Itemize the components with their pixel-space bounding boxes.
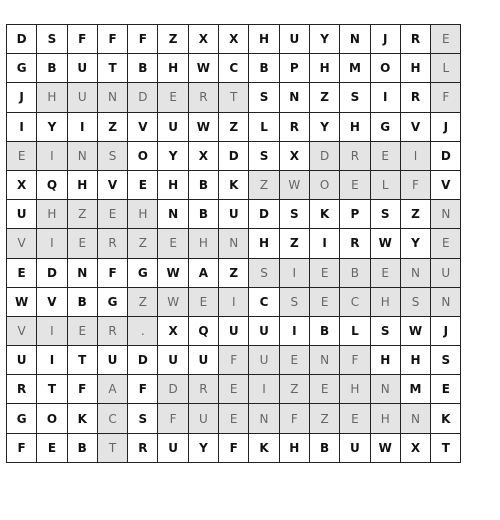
grid-cell[interactable]: E [219,404,249,433]
grid-cell[interactable]: Z [128,229,158,258]
grid-cell[interactable]: X [188,25,218,54]
grid-cell[interactable]: P [340,200,370,229]
grid-cell[interactable]: D [128,346,158,375]
grid-cell[interactable]: I [67,112,97,141]
grid-cell[interactable]: Z [97,112,127,141]
grid-cell[interactable]: U [219,316,249,345]
grid-cell[interactable]: U [249,346,279,375]
grid-cell[interactable]: E [431,25,461,54]
grid-cell[interactable]: T [37,375,67,404]
grid-cell[interactable]: R [340,229,370,258]
grid-cell[interactable]: V [7,316,37,345]
grid-cell[interactable]: S [370,200,400,229]
grid-cell[interactable]: S [249,258,279,287]
grid-cell[interactable]: J [7,83,37,112]
grid-cell[interactable]: H [158,170,188,199]
grid-cell[interactable]: A [188,258,218,287]
grid-cell[interactable]: E [188,287,218,316]
grid-cell[interactable]: T [67,346,97,375]
grid-cell[interactable]: H [400,346,430,375]
grid-cell[interactable]: X [400,433,430,462]
grid-cell[interactable]: H [340,375,370,404]
grid-row [7,25,461,54]
grid-cell[interactable]: U [158,433,188,462]
grid-cell[interactable]: O [370,54,400,83]
grid-cell[interactable]: N [400,258,430,287]
grid-cell[interactable]: B [340,258,370,287]
grid-cell[interactable]: F [279,404,309,433]
grid-cell[interactable]: H [37,83,67,112]
grid-cell[interactable]: S [340,83,370,112]
grid-row [7,287,461,316]
grid-cell[interactable]: E [219,375,249,404]
grid-cell[interactable]: E [67,229,97,258]
grid-cell[interactable]: S [370,316,400,345]
grid-cell[interactable]: N [219,229,249,258]
grid-cell[interactable]: E [309,287,339,316]
grid-cell[interactable]: V [37,287,67,316]
grid-cell[interactable]: K [67,404,97,433]
word-search-grid [6,24,461,463]
grid-cell[interactable]: R [97,316,127,345]
grid-cell[interactable]: D [158,375,188,404]
grid-cell[interactable]: R [279,112,309,141]
grid-cell[interactable]: B [309,316,339,345]
grid-cell[interactable]: N [249,404,279,433]
grid-cell[interactable]: B [37,54,67,83]
grid-cell[interactable]: Z [279,229,309,258]
grid-row [7,54,461,83]
grid-cell[interactable]: H [249,25,279,54]
grid-cell[interactable]: I [37,316,67,345]
grid-cell[interactable]: R [400,83,430,112]
grid-cell[interactable]: L [340,316,370,345]
grid-cell[interactable]: U [158,112,188,141]
grid-cell[interactable]: T [97,433,127,462]
grid-cell[interactable]: R [340,141,370,170]
grid-cell[interactable]: S [400,287,430,316]
grid-row [7,375,461,404]
grid-cell[interactable]: U [7,200,37,229]
grid-cell[interactable]: U [7,346,37,375]
grid-cell[interactable]: S [279,287,309,316]
grid-cell[interactable]: E [97,200,127,229]
grid-cell[interactable]: Q [188,316,218,345]
grid-row [7,141,461,170]
grid-cell[interactable]: E [7,258,37,287]
grid-cell[interactable]: B [67,433,97,462]
grid-row [7,433,461,462]
grid-cell[interactable]: X [158,316,188,345]
grid-cell[interactable]: F [219,346,249,375]
grid-cell[interactable]: N [309,346,339,375]
grid-cell[interactable]: U [67,54,97,83]
grid-cell[interactable]: T [431,433,461,462]
grid-cell[interactable]: O [128,141,158,170]
grid-cell[interactable]: F [97,258,127,287]
grid-cell[interactable]: W [370,433,400,462]
grid-cell[interactable]: M [340,54,370,83]
grid-cell[interactable]: H [400,54,430,83]
grid-cell[interactable]: F [340,346,370,375]
grid-cell[interactable]: U [340,433,370,462]
grid-cell[interactable]: L [431,54,461,83]
grid-cell[interactable]: B [309,433,339,462]
grid-cell[interactable]: E [158,229,188,258]
grid-cell[interactable]: V [97,170,127,199]
grid-cell[interactable]: I [219,287,249,316]
grid-cell[interactable]: G [97,287,127,316]
grid-cell[interactable]: E [340,404,370,433]
grid-cell[interactable]: C [219,54,249,83]
grid-cell[interactable]: S [279,200,309,229]
grid-cell[interactable]: Y [188,433,218,462]
grid-cell[interactable]: R [7,375,37,404]
grid-cell[interactable]: R [128,433,158,462]
grid-cell[interactable]: V [7,229,37,258]
grid-cell[interactable]: S [37,25,67,54]
grid-cell[interactable]: H [370,404,400,433]
grid-cell[interactable]: K [219,170,249,199]
grid-cell[interactable]: B [188,170,218,199]
grid-cell[interactable]: F [67,375,97,404]
grid-cell[interactable]: W [158,287,188,316]
grid-cell[interactable]: B [67,287,97,316]
grid-cell[interactable]: U [158,346,188,375]
grid-cell[interactable]: R [97,229,127,258]
grid-cell[interactable]: C [249,287,279,316]
grid-row [7,316,461,345]
grid-cell[interactable]: S [249,141,279,170]
grid-cell[interactable]: E [309,258,339,287]
grid-cell[interactable]: F [7,433,37,462]
grid-cell[interactable]: E [431,229,461,258]
grid-cell[interactable]: I [37,141,67,170]
grid-cell[interactable]: E [370,141,400,170]
grid-cell[interactable]: E [340,170,370,199]
grid-cell[interactable]: U [249,316,279,345]
grid-cell[interactable]: F [128,375,158,404]
grid-cell[interactable]: H [279,433,309,462]
grid-row [7,404,461,433]
grid-cell[interactable]: E [431,375,461,404]
grid-cell[interactable]: F [158,404,188,433]
grid-cell[interactable]: H [340,112,370,141]
grid-cell[interactable]: A [97,375,127,404]
grid-cell[interactable]: N [400,404,430,433]
grid-cell[interactable]: I [370,83,400,112]
grid-cell[interactable]: F [97,25,127,54]
grid-cell[interactable]: Y [158,141,188,170]
grid-cell[interactable]: Y [309,25,339,54]
grid-cell[interactable]: J [431,112,461,141]
grid-cell[interactable]: W [400,316,430,345]
grid-cell[interactable]: O [37,404,67,433]
grid-cell[interactable]: H [158,54,188,83]
grid-cell[interactable]: L [249,112,279,141]
grid-cell[interactable]: C [340,287,370,316]
grid-cell[interactable]: U [431,258,461,287]
grid-cell[interactable]: U [67,83,97,112]
grid-cell[interactable]: L [370,170,400,199]
grid-cell[interactable]: V [431,170,461,199]
grid-cell[interactable]: H [128,200,158,229]
grid-cell[interactable]: Z [219,258,249,287]
grid-cell[interactable]: Y [309,112,339,141]
grid-cell[interactable]: W [158,258,188,287]
grid-row [7,170,461,199]
grid-row [7,229,461,258]
grid-cell[interactable]: E [37,433,67,462]
grid-cell[interactable]: U [279,25,309,54]
grid-cell[interactable]: Z [249,170,279,199]
grid-cell[interactable]: F [67,25,97,54]
grid-cell[interactable]: V [128,112,158,141]
grid-cell[interactable]: D [219,141,249,170]
grid-cell[interactable]: R [400,25,430,54]
grid-cell[interactable]: N [279,83,309,112]
grid-cell[interactable]: H [37,200,67,229]
grid-cell[interactable]: R [188,83,218,112]
grid-row [7,200,461,229]
grid-cell[interactable]: E [158,83,188,112]
grid-cell[interactable]: I [249,375,279,404]
grid-cell[interactable]: W [370,229,400,258]
grid-cell[interactable]: Y [400,229,430,258]
grid-cell[interactable]: F [128,25,158,54]
grid-cell[interactable]: N [158,200,188,229]
grid-cell[interactable]: N [97,83,127,112]
grid-cell[interactable]: D [7,25,37,54]
grid-cell[interactable]: S [431,346,461,375]
grid-cell[interactable]: B [128,54,158,83]
grid-cell[interactable]: T [219,83,249,112]
grid-cell[interactable]: U [219,200,249,229]
grid-cell[interactable]: D [431,141,461,170]
grid-cell[interactable]: Z [279,375,309,404]
grid-cell[interactable]: H [309,54,339,83]
grid-cell[interactable]: Z [128,287,158,316]
grid-cell[interactable]: . [128,316,158,345]
grid-cell[interactable]: W [7,287,37,316]
grid-row [7,83,461,112]
grid-cell[interactable]: W [279,170,309,199]
grid-cell[interactable]: S [97,141,127,170]
grid-cell[interactable]: Q [37,170,67,199]
grid-cell[interactable]: T [97,54,127,83]
grid-cell[interactable]: J [431,316,461,345]
grid-cell[interactable]: N [340,25,370,54]
grid-cell[interactable]: G [7,404,37,433]
grid-cell[interactable]: U [188,346,218,375]
grid-cell[interactable]: Y [37,112,67,141]
grid-cell[interactable]: I [400,141,430,170]
grid-cell[interactable]: E [279,346,309,375]
grid-cell[interactable]: G [7,54,37,83]
grid-cell[interactable]: H [67,170,97,199]
grid-cell[interactable]: K [431,404,461,433]
grid-cell[interactable]: P [279,54,309,83]
grid-cell[interactable]: Z [309,404,339,433]
grid-cell[interactable]: H [370,346,400,375]
grid-cell[interactable]: N [67,141,97,170]
grid-cell[interactable]: I [37,229,67,258]
grid-cell[interactable]: D [249,200,279,229]
grid-cell[interactable]: Z [158,25,188,54]
grid-cell[interactable]: S [249,83,279,112]
grid-cell[interactable]: K [249,433,279,462]
grid-cell[interactable]: G [370,112,400,141]
grid-cell[interactable]: I [37,346,67,375]
grid-cell[interactable]: D [128,83,158,112]
grid-row [7,346,461,375]
grid-cell[interactable]: N [431,287,461,316]
grid-cell[interactable]: K [309,200,339,229]
grid-cell[interactable]: D [309,141,339,170]
grid-cell[interactable]: Z [219,112,249,141]
grid-cell[interactable]: H [249,229,279,258]
grid-cell[interactable]: E [370,258,400,287]
grid-cell[interactable]: S [128,404,158,433]
grid-cell[interactable]: H [370,287,400,316]
grid-cell[interactable]: I [279,258,309,287]
grid-cell[interactable]: E [309,375,339,404]
grid-cell[interactable]: G [128,258,158,287]
grid-cell[interactable]: X [188,141,218,170]
grid-cell[interactable]: F [400,170,430,199]
grid-cell[interactable]: R [188,375,218,404]
grid-cell[interactable]: E [128,170,158,199]
grid-row [7,112,461,141]
grid-cell[interactable]: B [249,54,279,83]
grid-cell[interactable]: X [219,25,249,54]
grid-cell[interactable]: N [370,375,400,404]
grid-cell[interactable]: C [97,404,127,433]
grid-cell[interactable]: F [219,433,249,462]
grid-cell[interactable]: M [400,375,430,404]
grid-cell[interactable]: E [7,141,37,170]
grid-cell[interactable]: I [7,112,37,141]
grid-cell[interactable]: W [188,112,218,141]
grid-cell[interactable]: H [188,229,218,258]
grid-cell[interactable]: I [279,316,309,345]
grid-cell[interactable]: X [7,170,37,199]
grid-row [7,258,461,287]
grid-cell[interactable]: U [188,404,218,433]
grid-cell[interactable]: V [400,112,430,141]
grid-cell[interactable]: D [37,258,67,287]
grid-cell[interactable]: F [431,83,461,112]
grid-cell[interactable]: N [67,258,97,287]
grid-cell[interactable]: B [188,200,218,229]
grid-cell[interactable]: Z [309,83,339,112]
grid-cell[interactable]: U [97,346,127,375]
grid-cell[interactable]: W [188,54,218,83]
grid-cell[interactable]: I [309,229,339,258]
grid-cell[interactable]: J [370,25,400,54]
grid-cell[interactable]: Z [400,200,430,229]
grid-cell[interactable]: O [309,170,339,199]
grid-cell[interactable]: E [67,316,97,345]
grid-cell[interactable]: X [279,141,309,170]
grid-cell[interactable]: Z [67,200,97,229]
grid-cell[interactable]: N [431,200,461,229]
